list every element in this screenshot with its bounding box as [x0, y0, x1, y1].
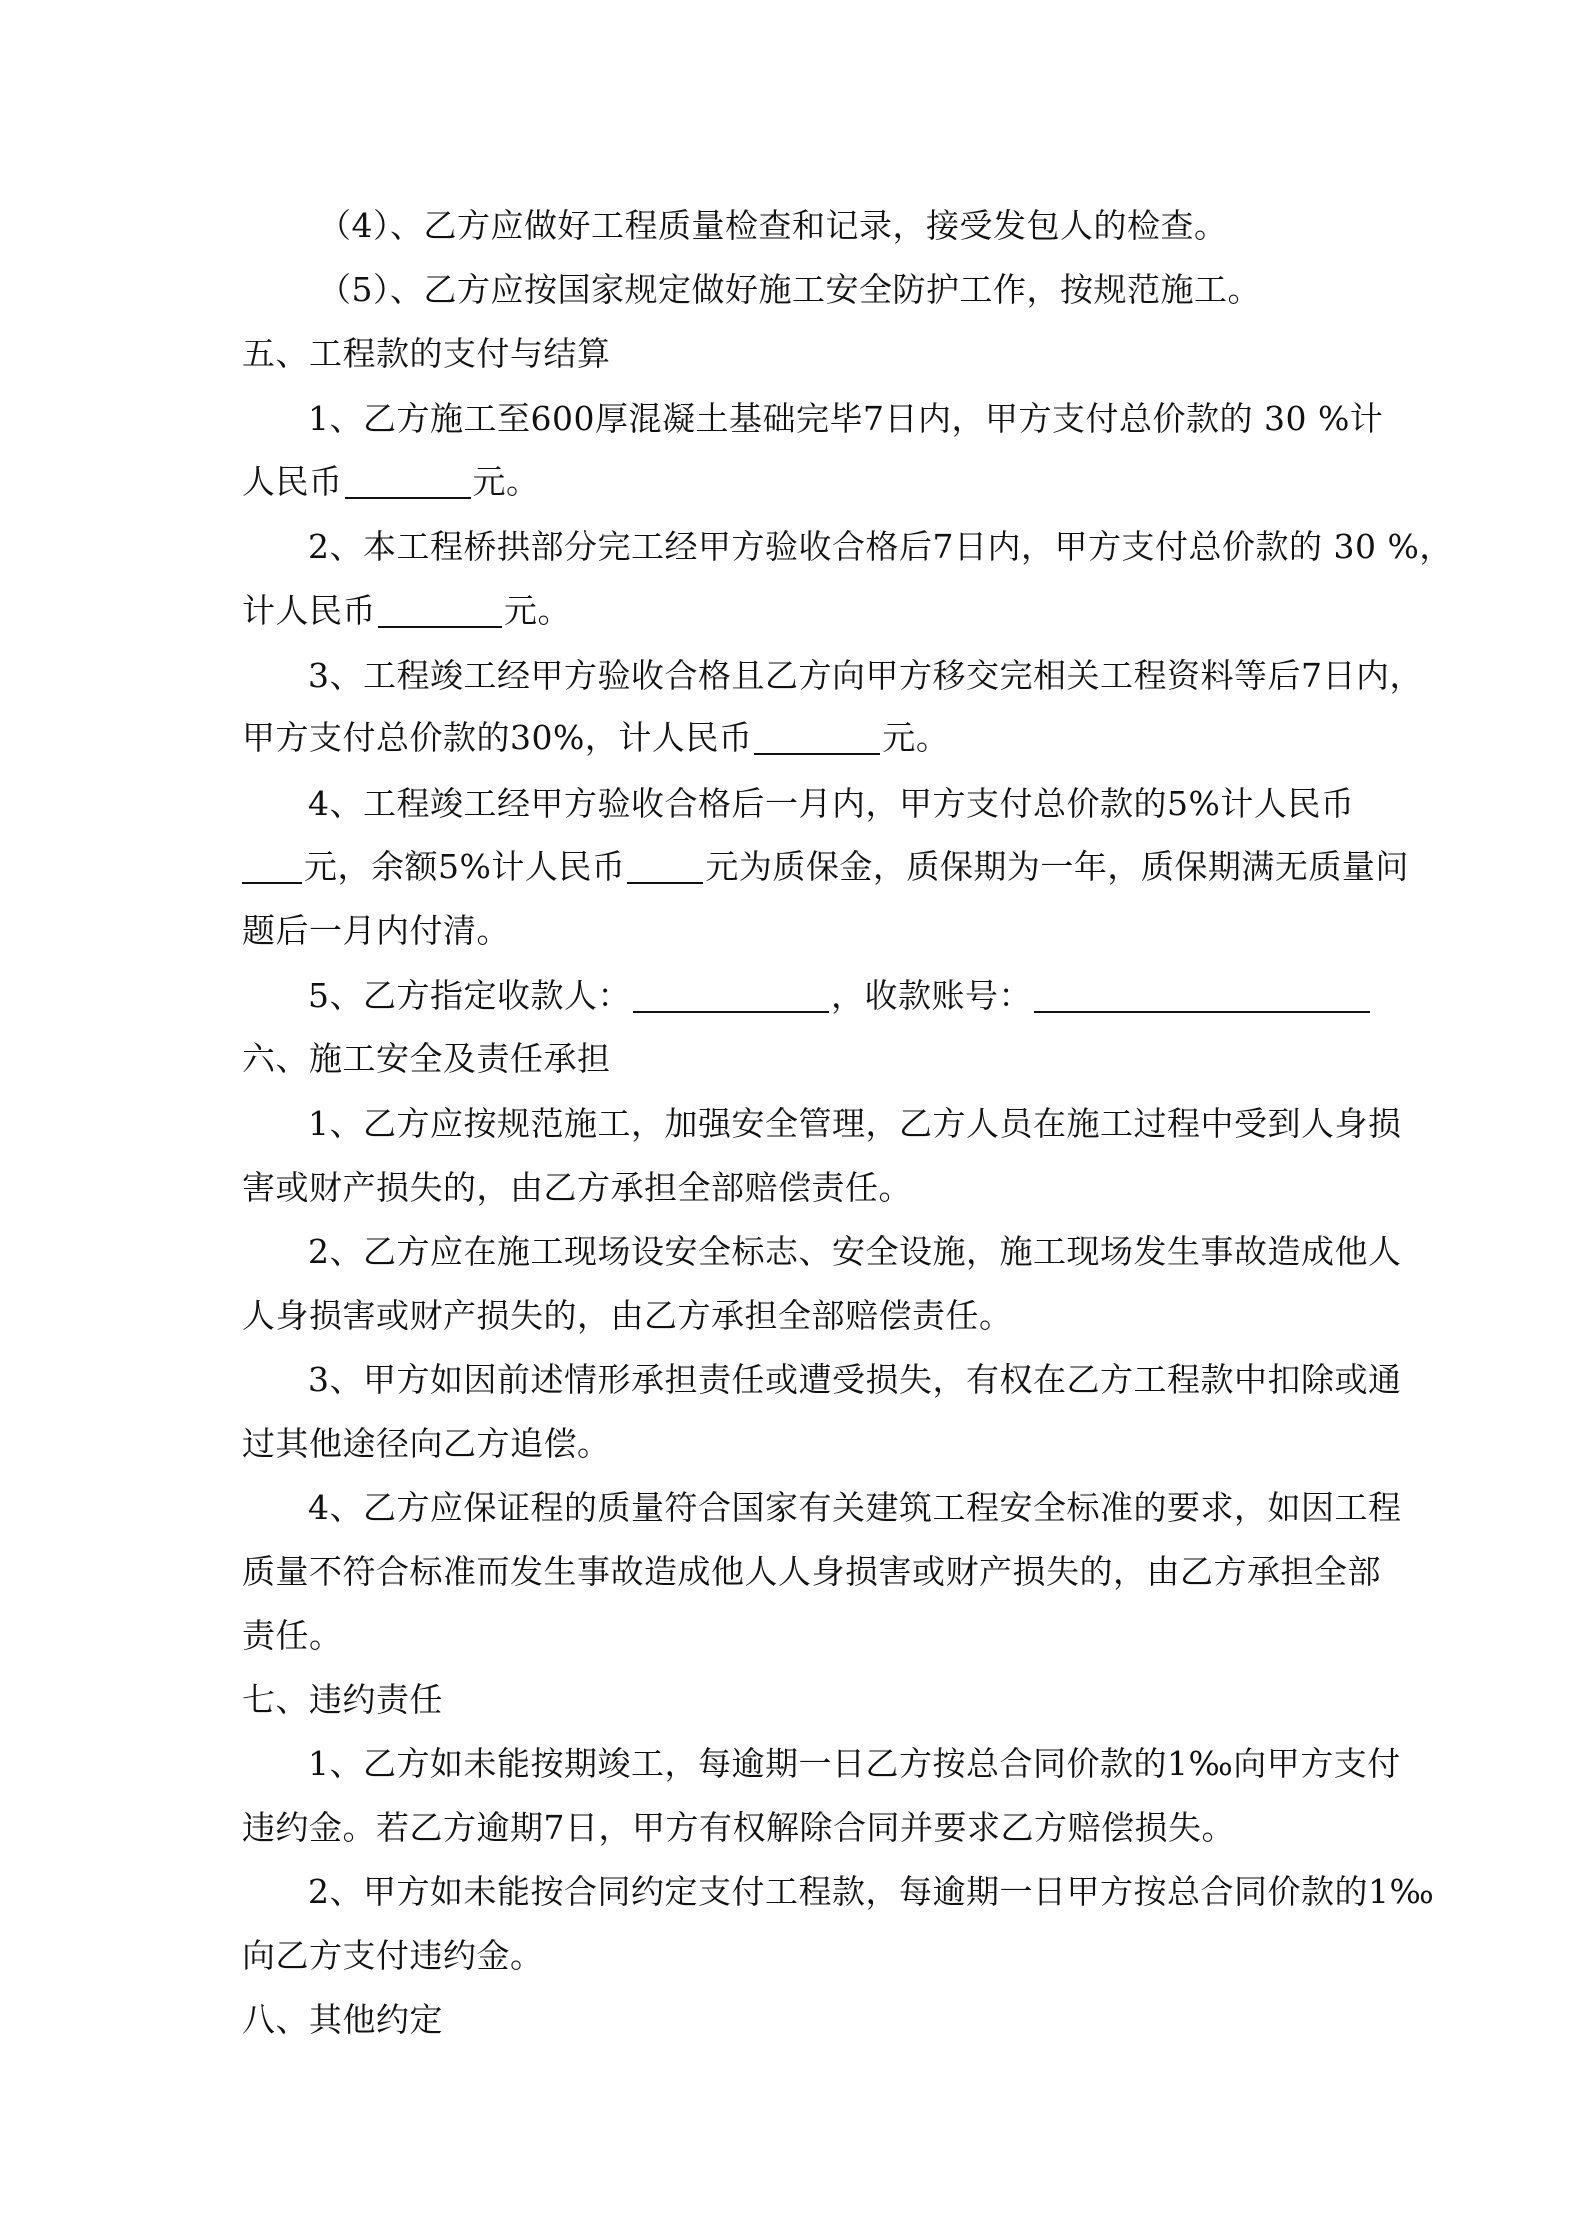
clause-6-2-line-2: 人身损害或财产损失的，由乙方承担全部赔偿责任。 — [242, 1296, 1013, 1335]
payee-blank — [633, 1011, 829, 1013]
clause-7-1-line-2: 违约金。若乙方逾期7日，甲方有权解除合同并要求乙方赔偿损失。 — [242, 1808, 1235, 1847]
amount-blank — [242, 882, 302, 884]
section-5-heading: 五、工程款的支付与结算 — [242, 334, 611, 373]
clause-5-2-line-1: 2、本工程桥拱部分完工经甲方验收合格后7日内，甲方支付总价款的 30 %， — [308, 527, 1453, 566]
clause-5-4-text-a: 元，余额5%计人民币 — [304, 847, 626, 886]
section-6-heading: 六、施工安全及责任承担 — [242, 1039, 611, 1078]
clause-6-3-line-1: 3、甲方如因前述情形承担责任或遭受损失，有权在乙方工程款中扣除或通 — [308, 1360, 1402, 1399]
clause-5-1-line-1: 1、乙方施工至600厚混凝土基础完毕7日内，甲方支付总价款的 30 %计 — [308, 399, 1384, 438]
clause-4-5: （5）、乙方应按国家规定做好施工安全防护工作，按规范施工。 — [318, 270, 1261, 309]
clause-5-4-line-3: 题后一月内付清。 — [242, 911, 510, 950]
clause-5-1-text-a: 人民币 — [242, 462, 343, 501]
clause-6-4-line-3: 责任。 — [242, 1616, 343, 1655]
clause-5-2-text-b: 元。 — [504, 591, 571, 630]
account-label: ，收款账号： — [831, 976, 1032, 1015]
payee-label: 5、乙方指定收款人： — [308, 976, 631, 1015]
amount-blank — [754, 753, 880, 755]
clause-5-4-line-2 — [242, 847, 1409, 887]
clause-7-2-line-2: 向乙方支付违约金。 — [242, 1936, 544, 1975]
amount-blank — [378, 626, 502, 628]
clause-7-1-line-1: 1、乙方如未能按期竣工，每逾期一日乙方按总合同价款的1‰向甲方支付 — [308, 1744, 1401, 1783]
clause-6-3-line-2: 过其他途径向乙方追偿。 — [242, 1424, 611, 1463]
clause-6-1-line-1: 1、乙方应按规范施工，加强安全管理，乙方人员在施工过程中受到人身损 — [308, 1104, 1402, 1143]
clause-5-4-text-b: 元为质保金，质保期为一年，质保期满无质量问 — [705, 847, 1409, 886]
clause-5-2-text-a: 计人民币 — [242, 591, 376, 630]
clause-5-1-text-b: 元。 — [472, 462, 540, 501]
amount-blank — [627, 882, 703, 884]
clause-5-5 — [308, 976, 1342, 1016]
clause-5-3-line-1: 3、工程竣工经甲方验收合格且乙方向甲方移交完相关工程资料等后7日内， — [308, 656, 1423, 695]
clause-5-3-line-2 — [242, 718, 1342, 758]
clause-5-2-line-2 — [242, 591, 1342, 631]
account-blank — [1034, 1011, 1370, 1013]
clause-5-1-line-2 — [242, 462, 1342, 502]
clause-5-4-line-1: 4、工程竣工经甲方验收合格后一月内，甲方支付总价款的5%计人民币 — [308, 784, 1355, 823]
clause-6-2-line-1: 2、乙方应在施工现场设安全标志、安全设施，施工现场发生事故造成他人 — [308, 1232, 1402, 1271]
clause-5-3-text-a: 甲方支付总价款的30%，计人民币 — [242, 718, 753, 757]
clause-7-2-line-1: 2、甲方如未能按合同约定支付工程款，每逾期一日甲方按总合同价款的1‰ — [308, 1872, 1435, 1911]
section-8-heading: 八、其他约定 — [242, 2000, 443, 2039]
clause-4-4: （4）、乙方应做好工程质量检查和记录，接受发包人的检查。 — [318, 206, 1228, 245]
clause-6-4-line-2: 质量不符合标准而发生事故造成他人人身损害或财产损失的，由乙方承担全部 — [242, 1552, 1381, 1591]
clause-6-1-line-2: 害或财产损失的，由乙方承担全部赔偿责任。 — [242, 1168, 912, 1207]
clause-6-4-line-1: 4、乙方应保证程的质量符合国家有关建筑工程安全标准的要求，如因工程 — [308, 1488, 1402, 1527]
clause-5-3-text-b: 元。 — [882, 718, 950, 757]
section-7-heading: 七、违约责任 — [242, 1680, 443, 1719]
amount-blank — [345, 497, 471, 499]
